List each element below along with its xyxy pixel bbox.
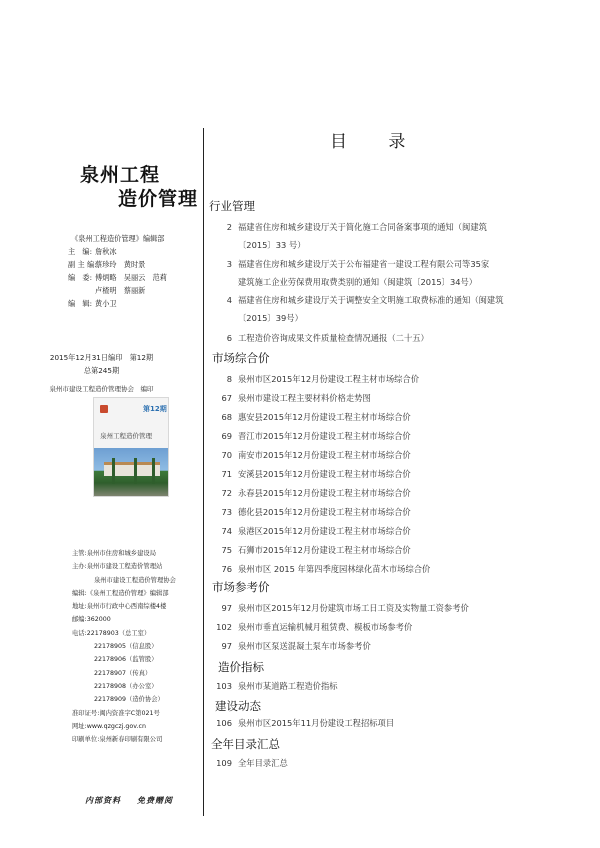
publisher-key: 邮编: (72, 616, 87, 624)
publisher-key: 印刷单位: (72, 736, 100, 744)
editorial-names: 卢楂明 蔡丽新 (95, 286, 146, 295)
toc-item (206, 717, 394, 729)
publisher-info (72, 547, 202, 746)
editorial-role: 主 编: (68, 247, 92, 256)
toc-page-number: 74 (221, 526, 232, 536)
toc-item (206, 506, 411, 518)
publisher-row (72, 600, 202, 613)
cover-thumbnail (93, 397, 169, 497)
toc-page-number: 6 (226, 333, 232, 343)
toc-item (206, 258, 489, 270)
toc-page-number: 3 (226, 259, 232, 269)
toc-item-title: 泉州市区2015年11月份建设工程招标项目 (238, 718, 395, 728)
toc-section-heading: 全年目录汇总 (211, 737, 280, 751)
toc-item-title: 泉州市某道路工程造价指标 (238, 681, 338, 691)
publisher-row (72, 613, 202, 626)
publisher-row (72, 587, 202, 600)
toc-section-heading: 建设动态 (215, 699, 261, 713)
publisher-value: 泉州市建设工程造价管理站 (86, 563, 163, 571)
publisher-value: www.qzgczj.gov.cn (86, 722, 146, 730)
toc-item-title: 泉州市垂直运输机械月租赁费、模板市场参考价 (238, 622, 413, 632)
toc-page-number: 76 (221, 564, 232, 574)
toc-page-number: 97 (221, 603, 232, 613)
toc-item-title: 安溪县2015年12月份建设工程主材市场综合价 (238, 469, 411, 479)
toc-page-number: 102 (216, 622, 232, 632)
editorial-board (68, 232, 198, 310)
toc-item-title: 福建省住房和城乡建设厅关于调整安全文明施工取费标准的通知（闽建筑 (238, 295, 504, 305)
editorial-names: 傅炳略 吴丽云 范莉 (95, 273, 167, 282)
toc-item (206, 430, 411, 442)
publisher-row (72, 627, 202, 640)
toc-page-number: 71 (221, 469, 232, 479)
toc-title: 目 录 (330, 132, 424, 152)
cover-palm-tree (134, 458, 137, 484)
toc-item (206, 373, 419, 385)
publisher-key: 编辑: (72, 589, 87, 597)
toc-item (206, 294, 504, 306)
publisher-key: 主办: (72, 563, 87, 571)
toc-item-title: 全年目录汇总 (238, 758, 288, 768)
footer-free: 免费赠阅 (137, 796, 173, 805)
toc-page-number: 2 (226, 222, 232, 232)
publisher-value: 22178903（总工室） (86, 629, 151, 637)
editorial-head: 《泉州工程造价管理》编辑部 (71, 234, 165, 243)
toc-item (206, 544, 411, 556)
editorial-names: 蔡珍玲 黄时景 (95, 260, 146, 269)
publisher-key: 网址: (72, 722, 87, 730)
toc-item-continuation: 〔2015〕33 号） (238, 240, 306, 250)
publisher-value: 泉州市行政中心西南综楼4楼 (86, 603, 167, 611)
toc-page-number: 97 (221, 641, 232, 651)
toc-item (206, 563, 430, 575)
toc-item (206, 525, 411, 537)
publisher-row (72, 707, 202, 720)
toc-item-title: 惠安县2015年12月份建设工程主材市场综合价 (238, 412, 411, 422)
publisher-key: 电话: (72, 629, 87, 637)
publisher-value: 闽内资准字C第021号 (99, 709, 160, 717)
toc-page-number: 103 (216, 681, 232, 691)
toc-item-continuation: 建筑施工企业劳保费用取费类别的通知（闽建筑〔2015〕34号） (238, 277, 478, 287)
cover-logo-icon (100, 405, 108, 413)
toc-item-title: 泉州市区2015年12月份建筑市场工日工资及实物量工资参考价 (238, 603, 469, 613)
toc-item-title: 泉州市建设工程主要材料价格走势图 (238, 393, 371, 403)
toc-section-heading: 市场综合价 (212, 351, 270, 365)
publisher-value: 《泉州工程造价管理》编辑部 (86, 589, 169, 597)
publisher-row (72, 547, 202, 560)
toc-page-number: 70 (221, 450, 232, 460)
publisher-value: 泉州市住房和城乡建设局 (86, 550, 156, 557)
toc-item (206, 221, 487, 233)
magazine-title-line2: 造价管理 (118, 188, 199, 210)
editorial-rows (68, 245, 198, 310)
toc-item-title: 晋江市2015年12月份建设工程主材市场综合价 (238, 431, 411, 441)
toc-item-title: 南安市2015年12月份建设工程主材市场综合价 (238, 450, 411, 460)
toc-item-title: 福建省住房和城乡建设厅关于简化施工合同备案事项的通知（闽建筑 (238, 222, 487, 232)
editorial-role: 副 主 编: (68, 260, 97, 269)
toc-item-continuation: 〔2015〕39号） (238, 313, 303, 323)
toc-item (206, 757, 288, 769)
toc-item-title: 泉州市区 2015 年第四季度园林绿化苗木市场综合价 (238, 564, 431, 574)
toc-page-number: 67 (221, 393, 232, 403)
toc-item (206, 621, 412, 633)
publisher-key: 准印证号: (72, 709, 100, 717)
editorial-names: 黄小卫 (95, 299, 117, 308)
editorial-row (68, 284, 198, 297)
footer-internal: 内部资料 (85, 796, 121, 805)
toc-page-number: 69 (221, 431, 232, 441)
editorial-row (68, 297, 198, 310)
toc-page-number: 75 (221, 545, 232, 555)
toc-item-title: 泉州市区泵送混凝土泵车市场参考价 (238, 641, 371, 651)
toc-item (206, 411, 411, 423)
toc-section-heading: 市场参考价 (212, 580, 270, 594)
toc-item-title: 泉港区2015年12月份建设工程主材市场综合价 (238, 526, 411, 536)
toc-section-heading: 造价指标 (218, 660, 264, 674)
issue-total: 总第245期 (83, 366, 120, 375)
editorial-row (68, 245, 198, 258)
cover-title: 泉州工程造价管理 (100, 432, 152, 440)
cover-palm-tree (152, 458, 155, 484)
cover-issue-badge: 第12期 (143, 405, 167, 413)
editorial-row (68, 271, 198, 284)
toc-item (206, 487, 411, 499)
editorial-names: 詹秋冰 (95, 247, 117, 256)
publisher-key: 主管: (72, 550, 87, 557)
toc-page-number: 8 (226, 374, 232, 384)
publisher-row: 22178909（造价协会） (94, 696, 164, 704)
toc-section-heading: 行业管理 (209, 199, 255, 213)
publisher-row: 22178907（传真） (94, 669, 152, 677)
toc-item-title: 泉州市区2015年12月份建设工程主材市场综合价 (238, 374, 420, 384)
cover-palm-tree (112, 458, 115, 484)
toc-item (206, 392, 371, 404)
editorial-row (68, 258, 198, 271)
editorial-role: 编 辑: (68, 299, 92, 308)
toc-item-title: 福建省住房和城乡建设厅关于公布福建省一建设工程有限公司等35家 (238, 259, 490, 269)
publisher-row (72, 720, 202, 733)
toc-item-title: 永春县2015年12月份建设工程主材市场综合价 (238, 488, 411, 498)
toc-page-number: 73 (221, 507, 232, 517)
publisher-row (72, 560, 202, 573)
publisher-row: 22178906（监管股） (94, 656, 158, 664)
toc-item (206, 640, 371, 652)
publisher-key: 地址: (72, 603, 87, 611)
toc-item (206, 680, 338, 692)
toc-item (206, 332, 429, 344)
publisher-row (72, 733, 202, 746)
column-divider (203, 128, 204, 816)
publisher-value: 泉州新春印刷有限公司 (99, 736, 163, 744)
issue-publisher: 泉州市建设工程造价管理协会 编印 (49, 385, 154, 393)
magazine-title-line1: 泉州工程 (80, 164, 161, 186)
toc-item (206, 468, 411, 480)
toc-item-title: 德化县2015年12月份建设工程主材市场综合价 (238, 507, 411, 517)
publisher-row: 泉州市建设工程造价管理协会 (94, 576, 176, 584)
toc-item (206, 602, 469, 614)
publisher-value: 362000 (86, 616, 111, 624)
toc-page-number: 109 (216, 758, 232, 768)
toc-page-number: 68 (221, 412, 232, 422)
toc-item (206, 449, 411, 461)
publisher-row: 22178908（办公室） (94, 682, 158, 690)
publisher-row: 22178905（信息股） (94, 643, 158, 651)
toc-page-number: 106 (216, 718, 232, 728)
toc-item-title: 工程造价咨询成果文件质量检查情况通报（二十五） (238, 333, 429, 343)
toc-page-number: 72 (221, 488, 232, 498)
editorial-role: 编 委: (68, 273, 92, 282)
toc-item-title: 石狮市2015年12月份建设工程主材市场综合价 (238, 545, 411, 555)
issue-date: 2015年12月31日编印 第12期 (49, 353, 154, 362)
toc-page-number: 4 (226, 295, 232, 305)
